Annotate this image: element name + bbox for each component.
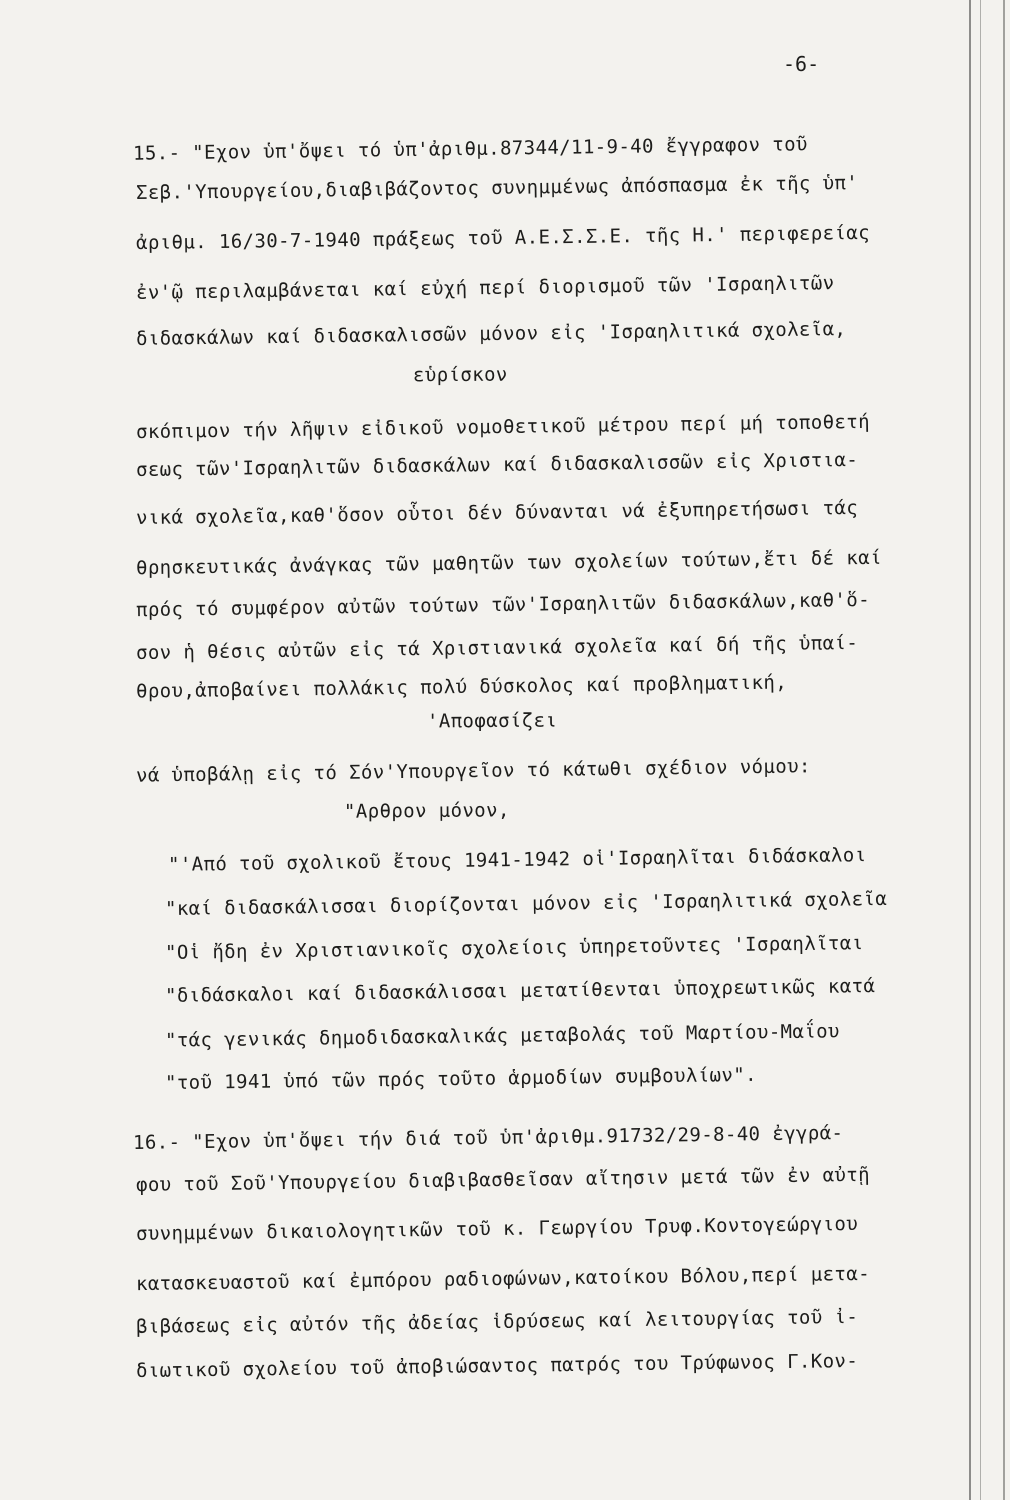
text-line: πρός τό συμφέρον αὐτῶν τούτων τῶν'Ισραηλιτῶν διδασκάλων,καθ'ὅ- xyxy=(135,588,871,622)
page-edge-line xyxy=(969,0,971,1500)
text-line: σον ἡ θέσις αὐτῶν εἰς τά Χριστιανικά σχολεῖα καί δή τῆς ὑπαί- xyxy=(135,631,859,665)
text-line: νικά σχολεῖα,καθ'ὅσον οὗτοι δέν δύνανται νά ἐξυπηρετήσωσι τάς xyxy=(135,496,859,530)
text-line: θρου,ἀποβαίνει πολλάκις πολύ δύσκολος καί προβληματική, xyxy=(135,671,788,703)
text-line: "'Από τοῦ σχολικοῦ ἔτους 1941-1942 οἱ'Ισραηλῖται διδάσκαλοι xyxy=(167,844,867,876)
text-line: 'Αποφασίζει xyxy=(426,709,558,733)
page-edge-line xyxy=(1003,0,1005,1500)
text-line: "καί διδασκάλισσαι διορίζονται μόνον εἰς 'Ισραηλιτικά σχολεῖα xyxy=(164,887,888,921)
text-line: διωτικοῦ σχολείου τοῦ ἀποβιώσαντος πατρός του Τρύφωνος Γ.Κον- xyxy=(135,1349,859,1383)
text-line: σεως τῶν'Ισραηλιτῶν διδασκάλων καί διδασκαλισσῶν εἰς Χριστια- xyxy=(135,448,859,482)
text-line: 16.- "Εχον ὑπ'ὄψει τήν διά τοῦ ὑπ'ἀριθμ.91732/29-8-40 ἐγγρά- xyxy=(132,1122,844,1154)
text-line: συνημμένων δικαιολογητικῶν τοῦ κ. Γεωργίου Τρυφ.Κοντογεώργιου xyxy=(135,1212,859,1246)
text-line: θρησκευτικάς ἀνάγκας τῶν μαθητῶν των σχολείων τούτων,ἔτι δέ καί xyxy=(135,546,882,580)
text-line: φου τοῦ Σοῦ'Υπουργείου διαβιβασθεῖσαν αἴτησιν μετά τῶν ἐν αὐτῇ xyxy=(135,1163,871,1197)
text-line: εὑρίσκον xyxy=(412,363,508,387)
text-line: Σεβ.'Υπουργείου,διαβιβάζοντος συνημμένως ἀπόσπασμα ἐκ τῆς ὑπ' xyxy=(135,171,859,205)
text-line: 15.- "Εχον ὑπ'ὄψει τό ὑπ'ἀριθμ.87344/11-9-40 ἔγγραφον τοῦ xyxy=(132,133,808,165)
text-line: "διδάσκαλοι καί διδασκάλισσαι μετατίθενται ὑποχρεωτικῶς κατά xyxy=(164,975,876,1007)
text-line: ἐν'ῷ περιλαμβάνεται καί εὐχή περί διορισμοῦ τῶν 'Ισραηλιτῶν xyxy=(135,272,835,304)
text-line: "τάς γενικάς δημοδιδασκαλικάς μεταβολάς τοῦ Μαρτίου-Μαΐου xyxy=(164,1020,840,1052)
text-line: σκόπιμον τήν λῆψιν εἰδικοῦ νομοθετικοῦ μέτρου περί μή τοποθετή xyxy=(135,410,871,444)
text-line: βιβάσεως εἰς αὐτόν τῆς ἀδείας ἱδρύσεως καί λειτουργίας τοῦ ἰ- xyxy=(135,1305,859,1339)
text-line: "Αρθρον μόνον, xyxy=(343,799,510,823)
text-line: νά ὑποβάλῃ εἰς τό Σόν'Υπουργεῖον τό κάτωθι σχέδιον νόμου: xyxy=(135,755,811,787)
text-line: "Οἱ ἤδη ἐν Χριστιανικοῖς σχολείοις ὑπηρετοῦντες 'Ισραηλῖται xyxy=(164,932,864,964)
text-line: κατασκευαστοῦ καί ἐμπόρου ραδιοφώνων,κατοίκου Βόλου,περί μετα- xyxy=(135,1262,871,1296)
text-line: διδασκάλων καί διδασκαλισσῶν μόνον εἰς 'Ισραηλιτικά σχολεῖα, xyxy=(135,318,847,350)
page-edge-line xyxy=(980,0,981,1500)
text-line: "τοῦ 1941 ὑπό τῶν πρός τοῦτο ἁρμοδίων συμβουλίων". xyxy=(164,1063,758,1095)
text-line: ἀριθμ. 16/30-7-1940 πράξεως τοῦ Α.Ε.Σ.Σ.Ε. τῆς Η.' περιφερείας xyxy=(135,221,871,255)
page-number: -6- xyxy=(783,52,820,76)
